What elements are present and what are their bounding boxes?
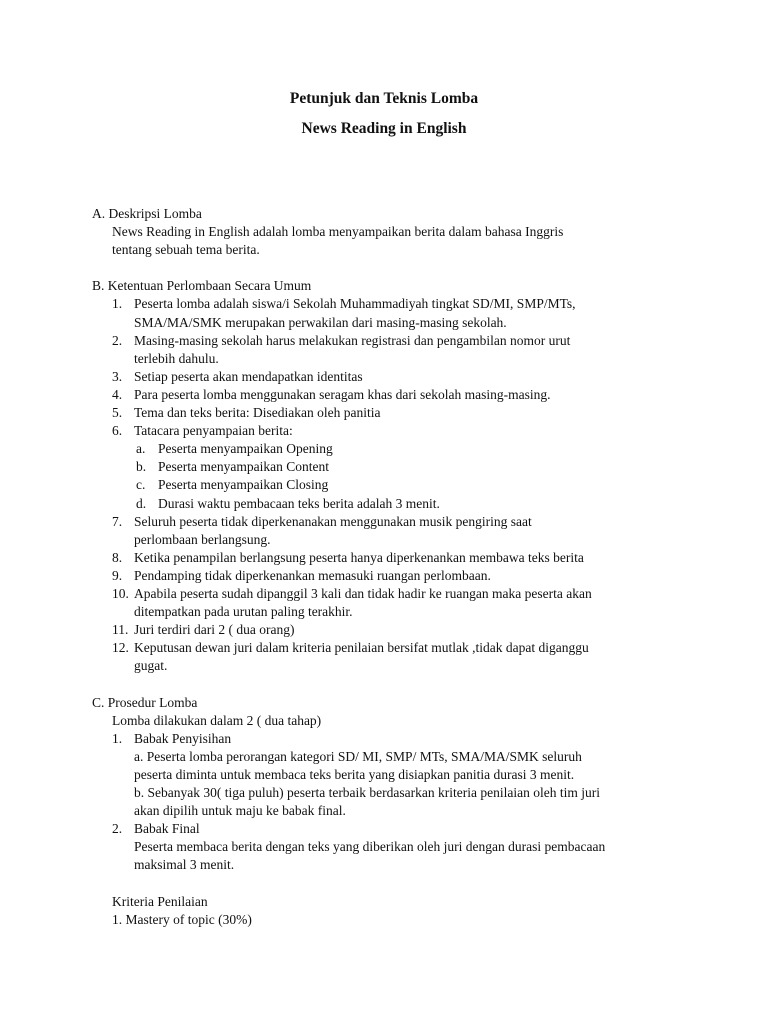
list-item-continuation: ditempatkan pada urutan paling terakhir. [134, 604, 353, 620]
sub-list-item: c. Peserta menyampaikan Closing [92, 476, 692, 494]
list-item-continuation: terlebih dahulu. [134, 350, 219, 366]
list-number: 2. [112, 821, 123, 837]
document-title: Petunjuk dan Teknis Lomba [289, 90, 479, 107]
list-number: 9. [112, 567, 123, 583]
list-item: 1. Peserta lomba adalah siswa/i Sekolah Muhammadiyah tingkat SD/MI, SMP/MTs, [92, 295, 692, 313]
sub-list-item: d. Durasi waktu pembacaan teks berita adalah 3 menit. [92, 495, 692, 513]
list-item: 6. Tatacara penyampaian berita: [92, 422, 692, 440]
list-number: 7. [112, 513, 123, 529]
list-item-continuation: perlombaan berlangsung. [134, 531, 271, 547]
sub-list-label: c. [136, 477, 146, 493]
list-number: 2. [112, 332, 123, 348]
list-number: 5. [112, 405, 123, 421]
list-item-continuation: akan dipilih untuk maju ke babak final. [134, 803, 346, 819]
criteria-item: 1. Mastery of topic (30%) [112, 911, 252, 927]
sub-list-label: b. [136, 459, 147, 475]
list-item-continuation: a. Peserta lomba perorangan kategori SD/ MI, SMP/ MTs, SMA/MA/SMK seluruh [134, 748, 582, 764]
list-item-continuation: SMA/MA/SMK merupakan perwakilan dari masing-masing sekolah. [134, 314, 507, 330]
list-item: 12. Keputusan dewan juri dalam kriteria penilaian bersifat mutlak ,tidak dapat diganggu [92, 639, 692, 657]
list-item: 2. Babak Final [92, 820, 692, 838]
section-a-text: News Reading in English adalah lomba menyampaikan berita dalam bahasa Inggris [112, 224, 564, 240]
list-number: 1. [112, 296, 123, 312]
list-item-continuation: peserta diminta untuk membaca teks berita yang disiapkan panitia durasi 3 menit. [134, 766, 575, 782]
list-number: 1. [112, 730, 123, 746]
list-item: 11. Juri terdiri dari 2 ( dua orang) [92, 621, 692, 639]
section-a-heading: A. Deskripsi Lomba [92, 206, 202, 221]
list-item: 5. Tema dan teks berita: Disediakan oleh panitia [92, 404, 692, 422]
sub-list-item: a. Peserta menyampaikan Opening [92, 440, 692, 458]
list-item-continuation: b. Sebanyak 30( tiga puluh) peserta terbaik berdasarkan kriteria penilaian oleh tim juri [134, 785, 600, 800]
list-item: 1. Babak Penyisihan [92, 730, 692, 748]
list-number: 8. [112, 549, 123, 565]
list-number: 6. [112, 423, 123, 439]
document-body [92, 205, 692, 929]
list-item: 7. Seluruh peserta tidak diperkenanakan menggunakan musik pengiring saat [92, 513, 692, 531]
section-a-text: tentang sebuah tema berita. [112, 242, 260, 258]
list-number: 4. [112, 386, 123, 402]
section-c-heading: C. Prosedur Lomba [92, 694, 198, 710]
list-item: 4. Para peserta lomba menggunakan seragam khas dari sekolah masing-masing. [92, 386, 692, 404]
list-item-continuation: gugat. [134, 658, 168, 674]
list-item-continuation: maksimal 3 menit. [134, 857, 235, 873]
document-subtitle: News Reading in English [301, 120, 467, 137]
list-item: 3. Setiap peserta akan mendapatkan identitas [92, 368, 692, 386]
list-item: 10. Apabila peserta sudah dipanggil 3 kali dan tidak hadir ke ruangan maka peserta akan [92, 585, 692, 603]
sub-list-item: b. Peserta menyampaikan Content [92, 458, 692, 476]
list-number: 12. [112, 640, 129, 656]
section-b-heading: B. Ketentuan Perlombaan Secara Umum [92, 278, 312, 294]
list-item: 8. Ketika penampilan berlangsung peserta hanya diperkenankan membawa teks berita [92, 549, 692, 567]
list-number: 10. [112, 585, 129, 601]
list-number: 3. [112, 368, 123, 384]
section-c-intro: Lomba dilakukan dalam 2 ( dua tahap) [112, 712, 322, 728]
list-number: 11. [112, 622, 129, 638]
list-item-continuation: Peserta membaca berita dengan teks yang diberikan oleh juri dengan durasi pembacaan [134, 839, 606, 855]
sub-list-label: a. [136, 441, 146, 457]
criteria-heading: Kriteria Penilaian [112, 893, 208, 909]
sub-list-label: d. [136, 495, 147, 511]
list-item: 2. Masing-masing sekolah harus melakukan registrasi dan pengambilan nomor urut [92, 332, 692, 350]
list-item: 9. Pendamping tidak diperkenankan memasuki ruangan perlombaan. [92, 567, 692, 585]
